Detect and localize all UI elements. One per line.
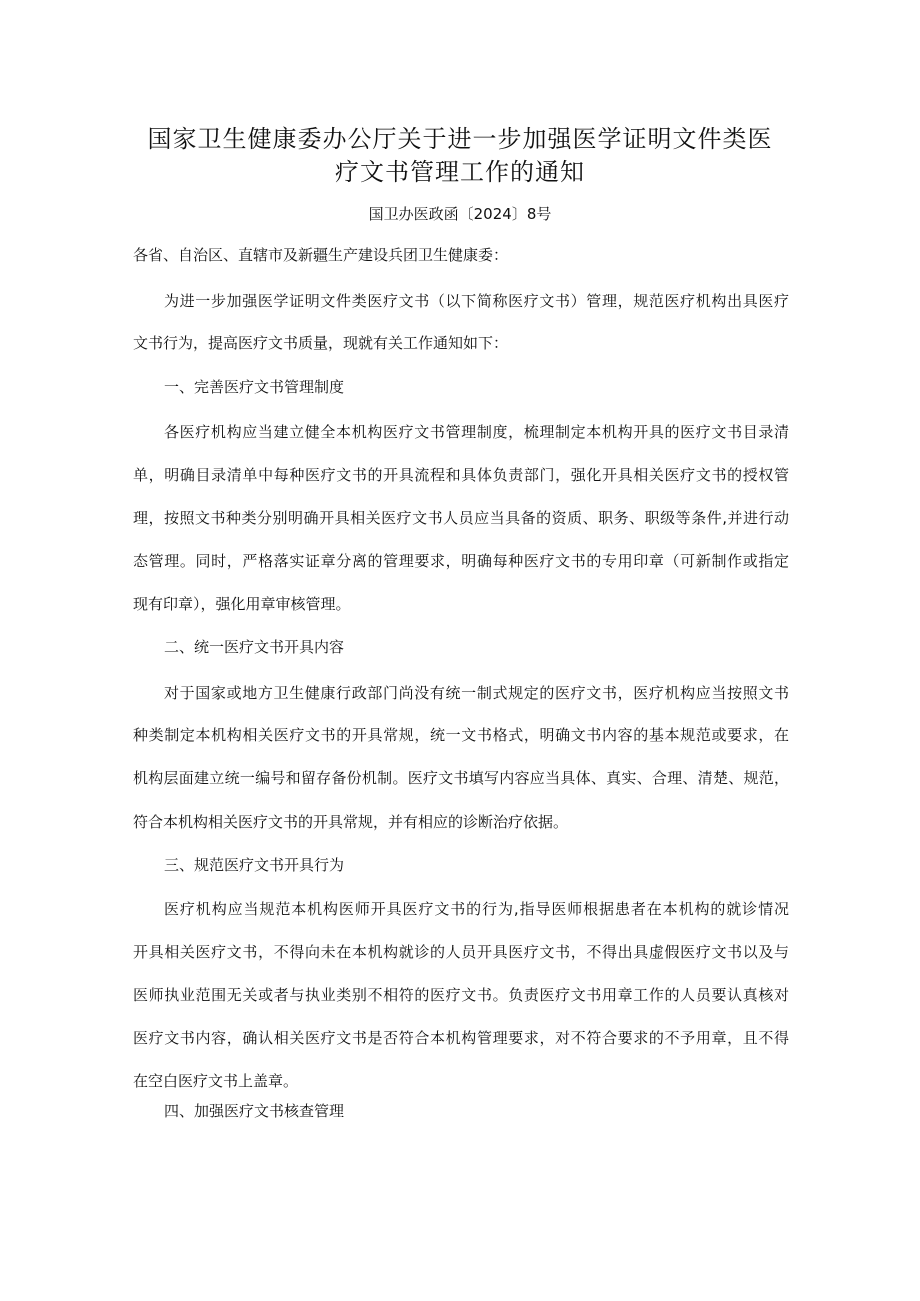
paragraph-line: 理，按照文书种类分别明确开具相关医疗文书人员应当具备的资质、职务、职级等条件,并进行动 bbox=[133, 509, 789, 527]
paragraph-line: 态管理。同时，严格落实证章分离的管理要求，明确每种医疗文书的专用印章（可新制作或指定 bbox=[133, 552, 789, 570]
salutation: 各省、自治区、直辖市及新疆生产建设兵团卫生健康委： bbox=[133, 246, 509, 264]
paragraph-line: 单，明确目录清单中每种医疗文书的开具流程和具体负责部门，强化开具相关医疗文书的授权管 bbox=[133, 466, 789, 484]
intro-line: 为进一步加强医学证明文件类医疗文书（以下简称医疗文书）管理，规范医疗机构出具医疗 bbox=[164, 292, 789, 310]
document-title-line-2: 疗文书管理工作的通知 bbox=[335, 158, 585, 186]
paragraph-line: 对于国家或地方卫生健康行政部门尚没有统一制式规定的医疗文书，医疗机构应当按照文书 bbox=[164, 684, 789, 702]
document-title-line-1: 国家卫生健康委办公厅关于进一步加强医学证明文件类医 bbox=[147, 125, 773, 153]
paragraph-line: 各医疗机构应当建立健全本机构医疗文书管理制度，梳理制定本机构开具的医疗文书目录清 bbox=[164, 423, 789, 441]
paragraph-line: 医疗机构应当规范本机构医师开具医疗文书的行为,指导医师根据患者在本机构的就诊情况 bbox=[164, 900, 789, 918]
paragraph-line: 机构层面建立统一编号和留存备份机制。医疗文书填写内容应当具体、真实、合理、清楚、规范， bbox=[133, 769, 789, 787]
paragraph-line: 开具相关医疗文书，不得向未在本机构就诊的人员开具医疗文书，不得出具虚假医疗文书以及与 bbox=[133, 943, 789, 961]
paragraph-line: 符合本机构相关医疗文书的开具常规，并有相应的诊断治疗依据。 bbox=[133, 813, 569, 831]
section-heading-4: 四、加强医疗文书核查管理 bbox=[164, 1102, 345, 1120]
intro-line: 文书行为，提高医疗文书质量，现就有关工作通知如下： bbox=[133, 334, 509, 352]
paragraph-line: 现有印章），强化用章审核管理。 bbox=[133, 595, 351, 613]
paragraph-line: 种类制定本机构相关医疗文书的开具常规，统一文书格式，明确文书内容的基本规范或要求，在 bbox=[133, 726, 789, 744]
section-heading-1: 一、完善医疗文书管理制度 bbox=[164, 378, 345, 396]
paragraph-line: 医师执业范围无关或者与执业类别不相符的医疗文书。负责医疗文书用章工作的人员要认真核对 bbox=[133, 986, 789, 1004]
paragraph-line: 医疗文书内容，确认相关医疗文书是否符合本机构管理要求，对不符合要求的不予用章，且不得 bbox=[133, 1029, 789, 1047]
section-heading-3: 三、规范医疗文书开具行为 bbox=[164, 856, 345, 874]
section-heading-2: 二、统一医疗文书开具内容 bbox=[164, 638, 345, 656]
document-number: 国卫办医政函〔2024〕8号 bbox=[368, 205, 552, 223]
paragraph-line: 在空白医疗文书上盖章。 bbox=[133, 1072, 299, 1090]
